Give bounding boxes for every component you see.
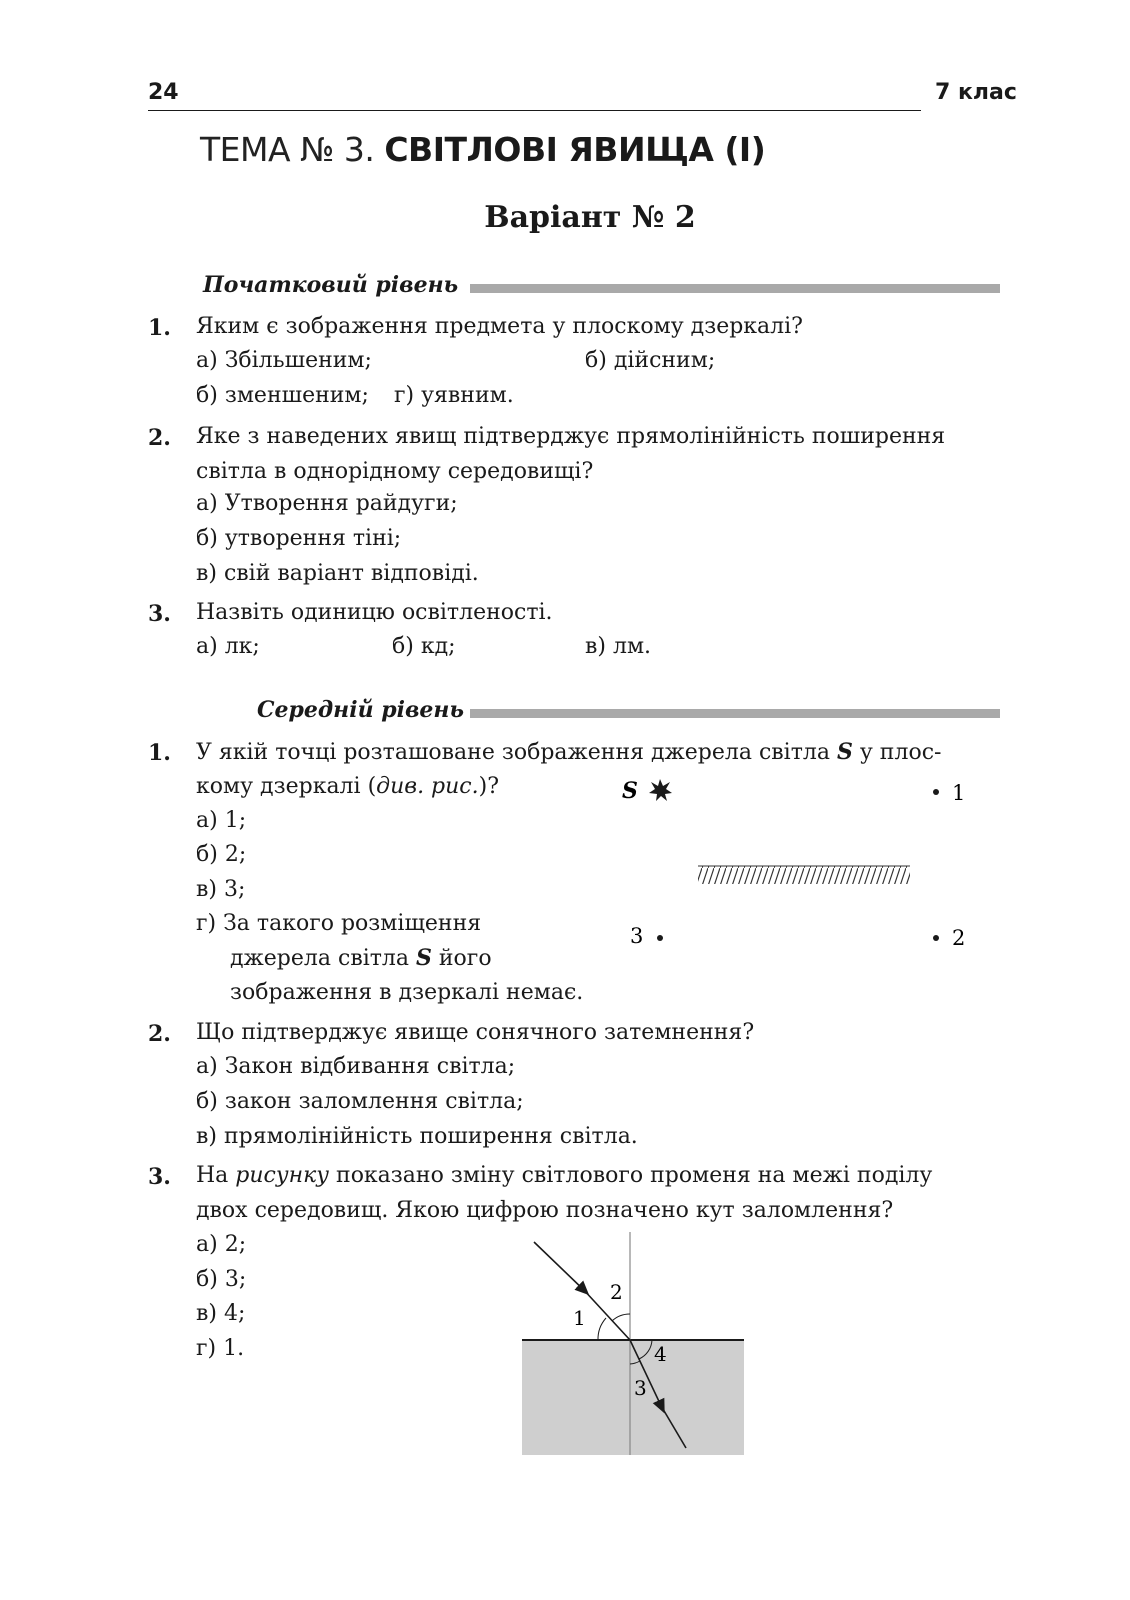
text-part: У якій точці розташоване зображення джерела світла — [196, 740, 837, 765]
option: б) кд; — [392, 634, 456, 659]
question-text: Яким є зображення предмета у плоскому дзеркалі? — [196, 314, 803, 339]
question-text: двох середовищ. Якою цифрою позначено кут заломлення? — [196, 1198, 894, 1223]
question-number: 3. — [148, 1164, 171, 1190]
level-bar-initial — [470, 284, 1000, 293]
option: а) лк; — [196, 634, 260, 659]
angle-label-4: 4 — [654, 1342, 667, 1366]
refraction-figure — [520, 1230, 760, 1470]
source-letter: S — [416, 945, 432, 971]
source-letter: S — [836, 739, 853, 765]
angle-arc-1 — [598, 1318, 606, 1340]
option: г) уявним. — [394, 383, 514, 408]
option: а) Утворення райдуги; — [196, 491, 458, 516]
topic-prefix: ТЕМА № 3. — [200, 130, 375, 169]
point-3-label: 3 — [630, 924, 644, 948]
option — [230, 945, 492, 971]
text-part: показано зміну світлового променя на межі поділу — [329, 1163, 933, 1188]
text-part: )? — [478, 774, 500, 799]
text-part: його — [431, 946, 492, 971]
option: в) прямолінійність поширення світла. — [196, 1124, 638, 1149]
incident-ray — [534, 1242, 588, 1294]
option: в) свій варіант відповіді. — [196, 561, 479, 586]
option: б) 2; — [196, 842, 247, 867]
option: б) дійсним; — [585, 348, 716, 373]
option: в) 4; — [196, 1301, 246, 1326]
point-2-dot — [933, 935, 939, 941]
option: б) зменшеним; — [196, 383, 369, 408]
text-italic: рисунку — [235, 1163, 330, 1188]
point-3-dot — [657, 935, 663, 941]
level-bar-middle — [470, 709, 1000, 718]
variant-title: Варіант № 2 — [484, 200, 696, 235]
question-number: 1. — [148, 740, 171, 766]
angle-label-3: 3 — [634, 1376, 647, 1400]
option: б) 3; — [196, 1267, 247, 1292]
option: а) 2; — [196, 1232, 247, 1257]
option: б) утворення тіні; — [196, 526, 402, 551]
option: а) Закон відбивання світла; — [196, 1054, 516, 1079]
question-number: 2. — [148, 425, 171, 451]
question-text: Що підтверджує явище сонячного затемнення? — [196, 1020, 755, 1045]
page-number: 24 — [148, 80, 179, 105]
point-1-dot — [933, 789, 939, 795]
question-text: Яке з наведених явищ підтверджує прямолінійність поширення — [196, 424, 946, 449]
question-number: 2. — [148, 1021, 171, 1047]
question-number: 3. — [148, 601, 171, 627]
point-2-label: 2 — [952, 926, 966, 950]
option: б) закон заломлення світла; — [196, 1089, 524, 1114]
text-part: у плос- — [852, 740, 942, 765]
option: в) лм. — [585, 634, 652, 659]
option: г) 1. — [196, 1336, 245, 1361]
mirror-hatch — [698, 866, 910, 884]
text-part: кому дзеркалі ( — [196, 774, 377, 799]
level-heading-initial: Початковий рівень — [203, 272, 459, 298]
header-rule — [148, 110, 921, 111]
level-heading-middle: Середній рівень — [257, 697, 464, 723]
angle-label-1: 1 — [573, 1306, 586, 1330]
point-1-label: 1 — [952, 781, 966, 805]
option: а) Збільшеним; — [196, 348, 372, 373]
angle-arc-2 — [612, 1314, 630, 1321]
angle-label-2: 2 — [610, 1280, 623, 1304]
text-part: На — [196, 1163, 236, 1188]
option: а) 1; — [196, 808, 247, 833]
topic-name: СВІТЛОВІ ЯВИЩА (І) — [384, 130, 766, 169]
incident-ray — [582, 1288, 630, 1340]
option: в) 3; — [196, 877, 246, 902]
text-italic: див. рис. — [376, 774, 479, 799]
text-part: джерела світла — [230, 946, 416, 971]
mirror-figure — [600, 760, 1020, 990]
question-text: світла в однорідному середовищі? — [196, 459, 594, 484]
question-number: 1. — [148, 315, 171, 341]
medium-fill — [522, 1340, 744, 1455]
question-text: Назвіть одиницю освітленості. — [196, 600, 553, 625]
question-text — [196, 770, 499, 804]
topic-title — [200, 130, 765, 169]
source-label: S — [622, 778, 638, 804]
star-icon — [649, 779, 672, 801]
question-text — [196, 1159, 932, 1193]
option: г) За такого розміщення — [196, 911, 482, 936]
class-label: 7 клас — [935, 80, 1017, 105]
option: зображення в дзеркалі немає. — [230, 980, 584, 1005]
